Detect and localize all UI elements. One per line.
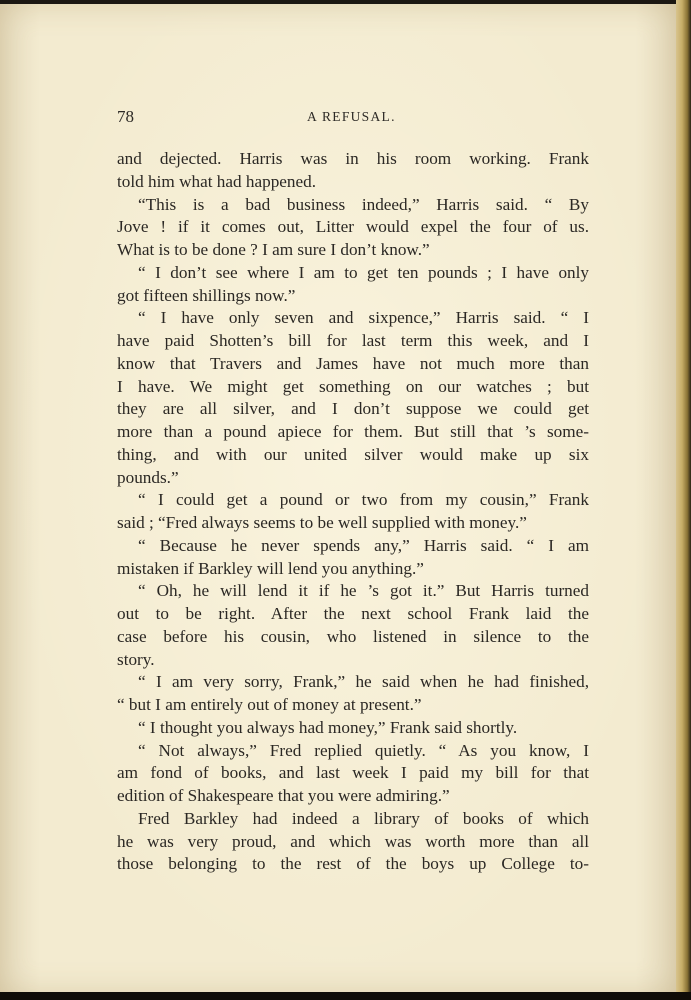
text-line: they are all silver, and I don’t suppose we could get: [117, 399, 589, 419]
text-line: “ I thought you always had money,” Frank said shortly.: [138, 717, 518, 737]
text-line: he was very proud, and which was worth more than all: [117, 831, 589, 851]
text-line: know that Travers and James have not much more than: [117, 353, 589, 373]
book-spine-edge: [676, 0, 691, 1000]
text-line: am fond of books, and last week I paid my bill for that: [117, 763, 589, 783]
text-line: told him what had happened.: [117, 171, 317, 191]
text-line: “ Not always,” Fred replied quietly. “ As you know, I: [138, 740, 589, 760]
page-number: 78: [117, 107, 134, 126]
text-line: case before his cousin, who listened in silence to the: [117, 626, 589, 646]
text-line: “ I don’t see where I am to get ten pounds ; I have only: [138, 262, 589, 282]
text-line: more than a pound apiece for them. But still that ’s some-: [117, 422, 589, 441]
text-line: I have. We might get something on our watches ; but: [117, 376, 589, 396]
text-line: What is to be done ? I am sure I don’t know.”: [117, 240, 430, 259]
running-head: A REFUSAL.: [307, 109, 396, 124]
text-line: those belonging to the rest of the boys up College to-: [117, 854, 589, 874]
text-line: “ I could get a pound or two from my cousin,” Frank: [138, 490, 589, 510]
text-line: “ but I am entirely out of money at present.”: [117, 695, 422, 714]
text-line: got fifteen shillings now.”: [117, 285, 296, 305]
text-line: said ; “Fred always seems to be well supplied with money.”: [117, 513, 527, 532]
text-line: “ I am very sorry, Frank,” he said when he had finished,: [138, 672, 589, 692]
text-line: have paid Shotten’s bill for last term this week, and I: [117, 331, 589, 350]
text-line: pounds.”: [117, 467, 179, 487]
text-line: “ Because he never spends any,” Harris said. “ I am: [138, 535, 589, 555]
text-line: mistaken if Barkley will lend you anything.”: [117, 558, 424, 578]
text-line: edition of Shakespeare that you were admiring.”: [117, 786, 450, 805]
text-line: and dejected. Harris was in his room working. Frank: [117, 149, 589, 168]
text-line: “ Oh, he will lend it if he ’s got it.” But Harris turned: [138, 581, 589, 601]
text-line: Fred Barkley had indeed a library of books of which: [138, 808, 589, 828]
body-text: [117, 148, 589, 876]
text-line: Jove ! if it comes out, Litter would expel the four of us.: [117, 217, 589, 237]
text-line: “This is a bad business indeed,” Harris said. “ By: [138, 194, 589, 214]
text-line: out to be right. After the next school Frank laid the: [117, 604, 589, 623]
text-line: story.: [117, 649, 155, 669]
page-header: [117, 107, 587, 131]
text-line: “ I have only seven and sixpence,” Harris said. “ I: [138, 308, 589, 328]
scan-bottom-edge: [0, 992, 691, 1000]
text-line: thing, and with our united silver would make up six: [117, 444, 589, 464]
